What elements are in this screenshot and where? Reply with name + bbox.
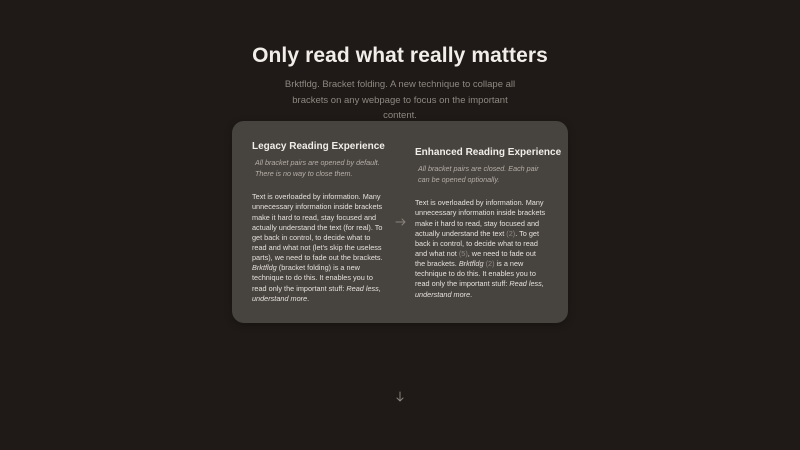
enhanced-emphasis: Read less, understand more (415, 279, 544, 299)
comparison-card (232, 121, 568, 323)
enhanced-body-end: . (470, 289, 473, 299)
legacy-brand: Brktfldg (252, 263, 277, 273)
enhanced-body-text-1: Text is overloaded by information. Many unnecessary information inside brackets make it hard to read, stay focused and actually understand the text (415, 198, 546, 238)
legacy-title: Legacy Reading Experience (252, 141, 385, 152)
hero-title: Only read what really matters (252, 44, 548, 67)
legacy-column (252, 141, 384, 304)
enhanced-body (415, 198, 547, 300)
enhanced-brand: Brktfldg (458, 259, 484, 269)
arrow-down-icon[interactable] (392, 389, 408, 405)
bracket-toggle-2[interactable]: (5) (458, 248, 468, 258)
legacy-body-end: . (307, 293, 310, 303)
enhanced-body-text-2: . To get back in control, to decide what to read and what not (415, 228, 540, 258)
enhanced-body-text-3: , we need to fade out the brackets. (415, 248, 536, 269)
legacy-body (252, 192, 384, 304)
enhanced-column (415, 147, 562, 300)
legacy-body-text-2: (bracket folding) is a new technique to do this. It enables you to read only the important stuff: (252, 263, 373, 293)
enhanced-title: Enhanced Reading Experience (415, 147, 562, 158)
enhanced-note: All bracket pairs are closed. Each pair can be opened optionally. (418, 164, 539, 184)
arrow-right-icon (395, 216, 407, 228)
legacy-note: All bracket pairs are opened by default. There is no way to close them. (255, 158, 380, 178)
bracket-toggle-1[interactable]: (2) (506, 228, 516, 238)
legacy-emphasis: Read less, understand more (252, 283, 381, 303)
enhanced-body-text-4: is a new technique to do this. It enables you to read only the important stuff: (415, 259, 536, 289)
hero-subtitle: Brktfldg. Bracket folding. A new technique to collape all brackets on any webpage to focus on the important content. (284, 79, 516, 121)
legacy-body-text-1: Text is overloaded by information. Many unnecessary information inside brackets make it hard to read, stay focused and actually understand the text (for real). To get back in control, to decide what to read and what not (let's skip the useless parts), we need to fade out the brackets. (252, 192, 383, 263)
bracket-toggle-3[interactable]: (2) (485, 259, 495, 269)
